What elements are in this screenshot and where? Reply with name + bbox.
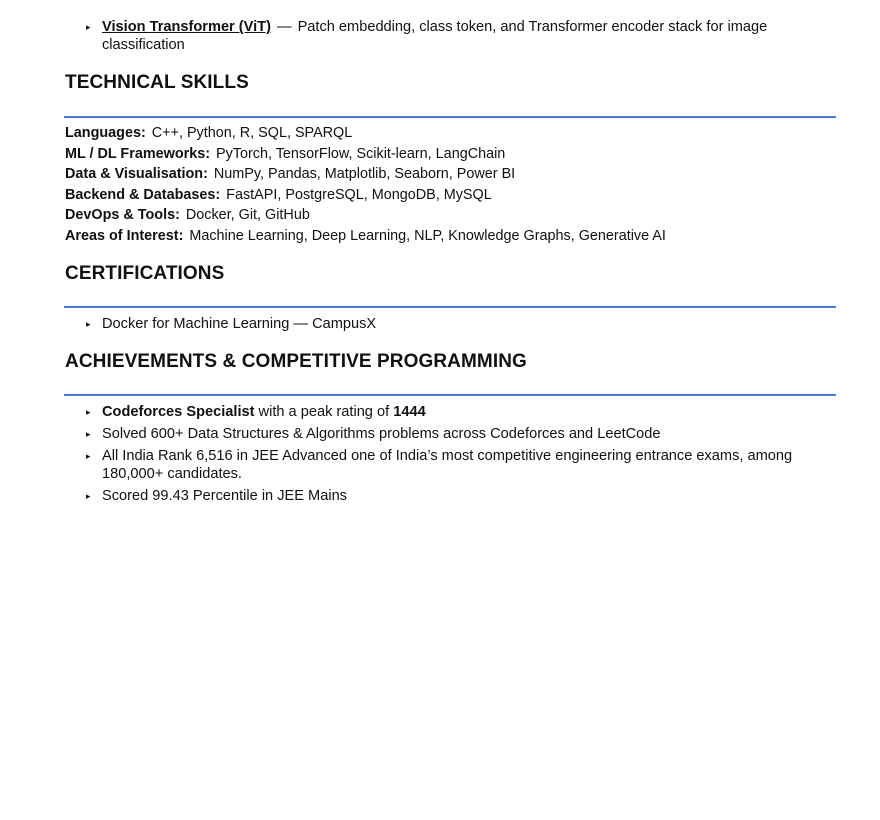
project-item-vit [65,18,880,54]
bullet-arrow-icon: ▸ [86,429,91,439]
skill-label: Backend & Databases: [65,186,221,203]
achievement-item [65,403,880,421]
project-dash: — [276,19,292,35]
achievement-item [65,425,880,443]
certification-item [65,315,880,333]
achievement-highlight: Codeforces Specialist [102,404,255,420]
rating-value: 1444 [393,404,426,420]
skill-label: Areas of Interest: [65,227,184,244]
skill-value: C++, Python, R, SQL, SPARQL [151,125,353,141]
achievement-item [65,487,880,505]
achievement-text: with a peak rating of [254,404,394,420]
bullet-arrow-icon: ▸ [86,491,91,501]
skill-row [65,123,666,144]
section-title-technical-skills: TECHNICAL SKILLS [65,72,249,93]
skills-list [65,123,666,247]
achievement-text: All India Rank 6,516 in JEE Advanced one of India’s most competitive engineering entrance exams, among [102,448,793,464]
project-description-cont: classification [102,37,185,53]
skill-row [65,164,666,185]
achievement-text: Solved 600+ Data Structures & Algorithms problems across Codeforces and LeetCode [102,426,661,442]
section-divider [64,116,836,118]
achievement-list [0,403,880,505]
skill-value: Machine Learning, Deep Learning, NLP, Knowledge Graphs, Generative AI [189,227,666,244]
section-divider [64,394,836,396]
section-title-certifications: CERTIFICATIONS [65,263,225,284]
achievement-text-cont: 180,000+ candidates. [102,466,242,482]
skill-label: DevOps & Tools: [65,207,180,224]
bullet-arrow-icon: ▸ [86,451,91,461]
project-bullets [0,18,880,54]
skill-row [65,205,666,226]
skill-label: ML / DL Frameworks: [65,145,211,162]
bullet-arrow-icon: ▸ [86,319,91,329]
skill-row [65,144,666,165]
skill-value: FastAPI, PostgreSQL, MongoDB, MySQL [226,186,492,203]
certification-list [0,315,880,333]
section-divider [64,306,836,308]
section-title-achievements: ACHIEVEMENTS & COMPETITIVE PROGRAMMING [65,351,527,372]
project-description: Patch embedding, class token, and Transformer encoder stack for image [297,19,768,35]
certification-text: Docker for Machine Learning — CampusX [102,316,377,332]
skill-row [65,226,666,247]
bullet-arrow-icon: ▸ [86,407,91,417]
skill-label: Languages: [65,125,146,141]
project-name: Vision Transformer (ViT) [102,19,271,35]
achievement-text: Scored 99.43 Percentile in JEE Mains [102,488,347,504]
skill-value: NumPy, Pandas, Matplotlib, Seaborn, Power BI [213,166,516,183]
skill-value: Docker, Git, GitHub [185,207,310,224]
skill-row [65,185,666,206]
achievement-item [65,447,880,483]
skill-value: PyTorch, TensorFlow, Scikit-learn, LangChain [216,145,506,162]
skill-label: Data & Visualisation: [65,166,208,183]
bullet-arrow-icon: ▸ [86,22,91,32]
